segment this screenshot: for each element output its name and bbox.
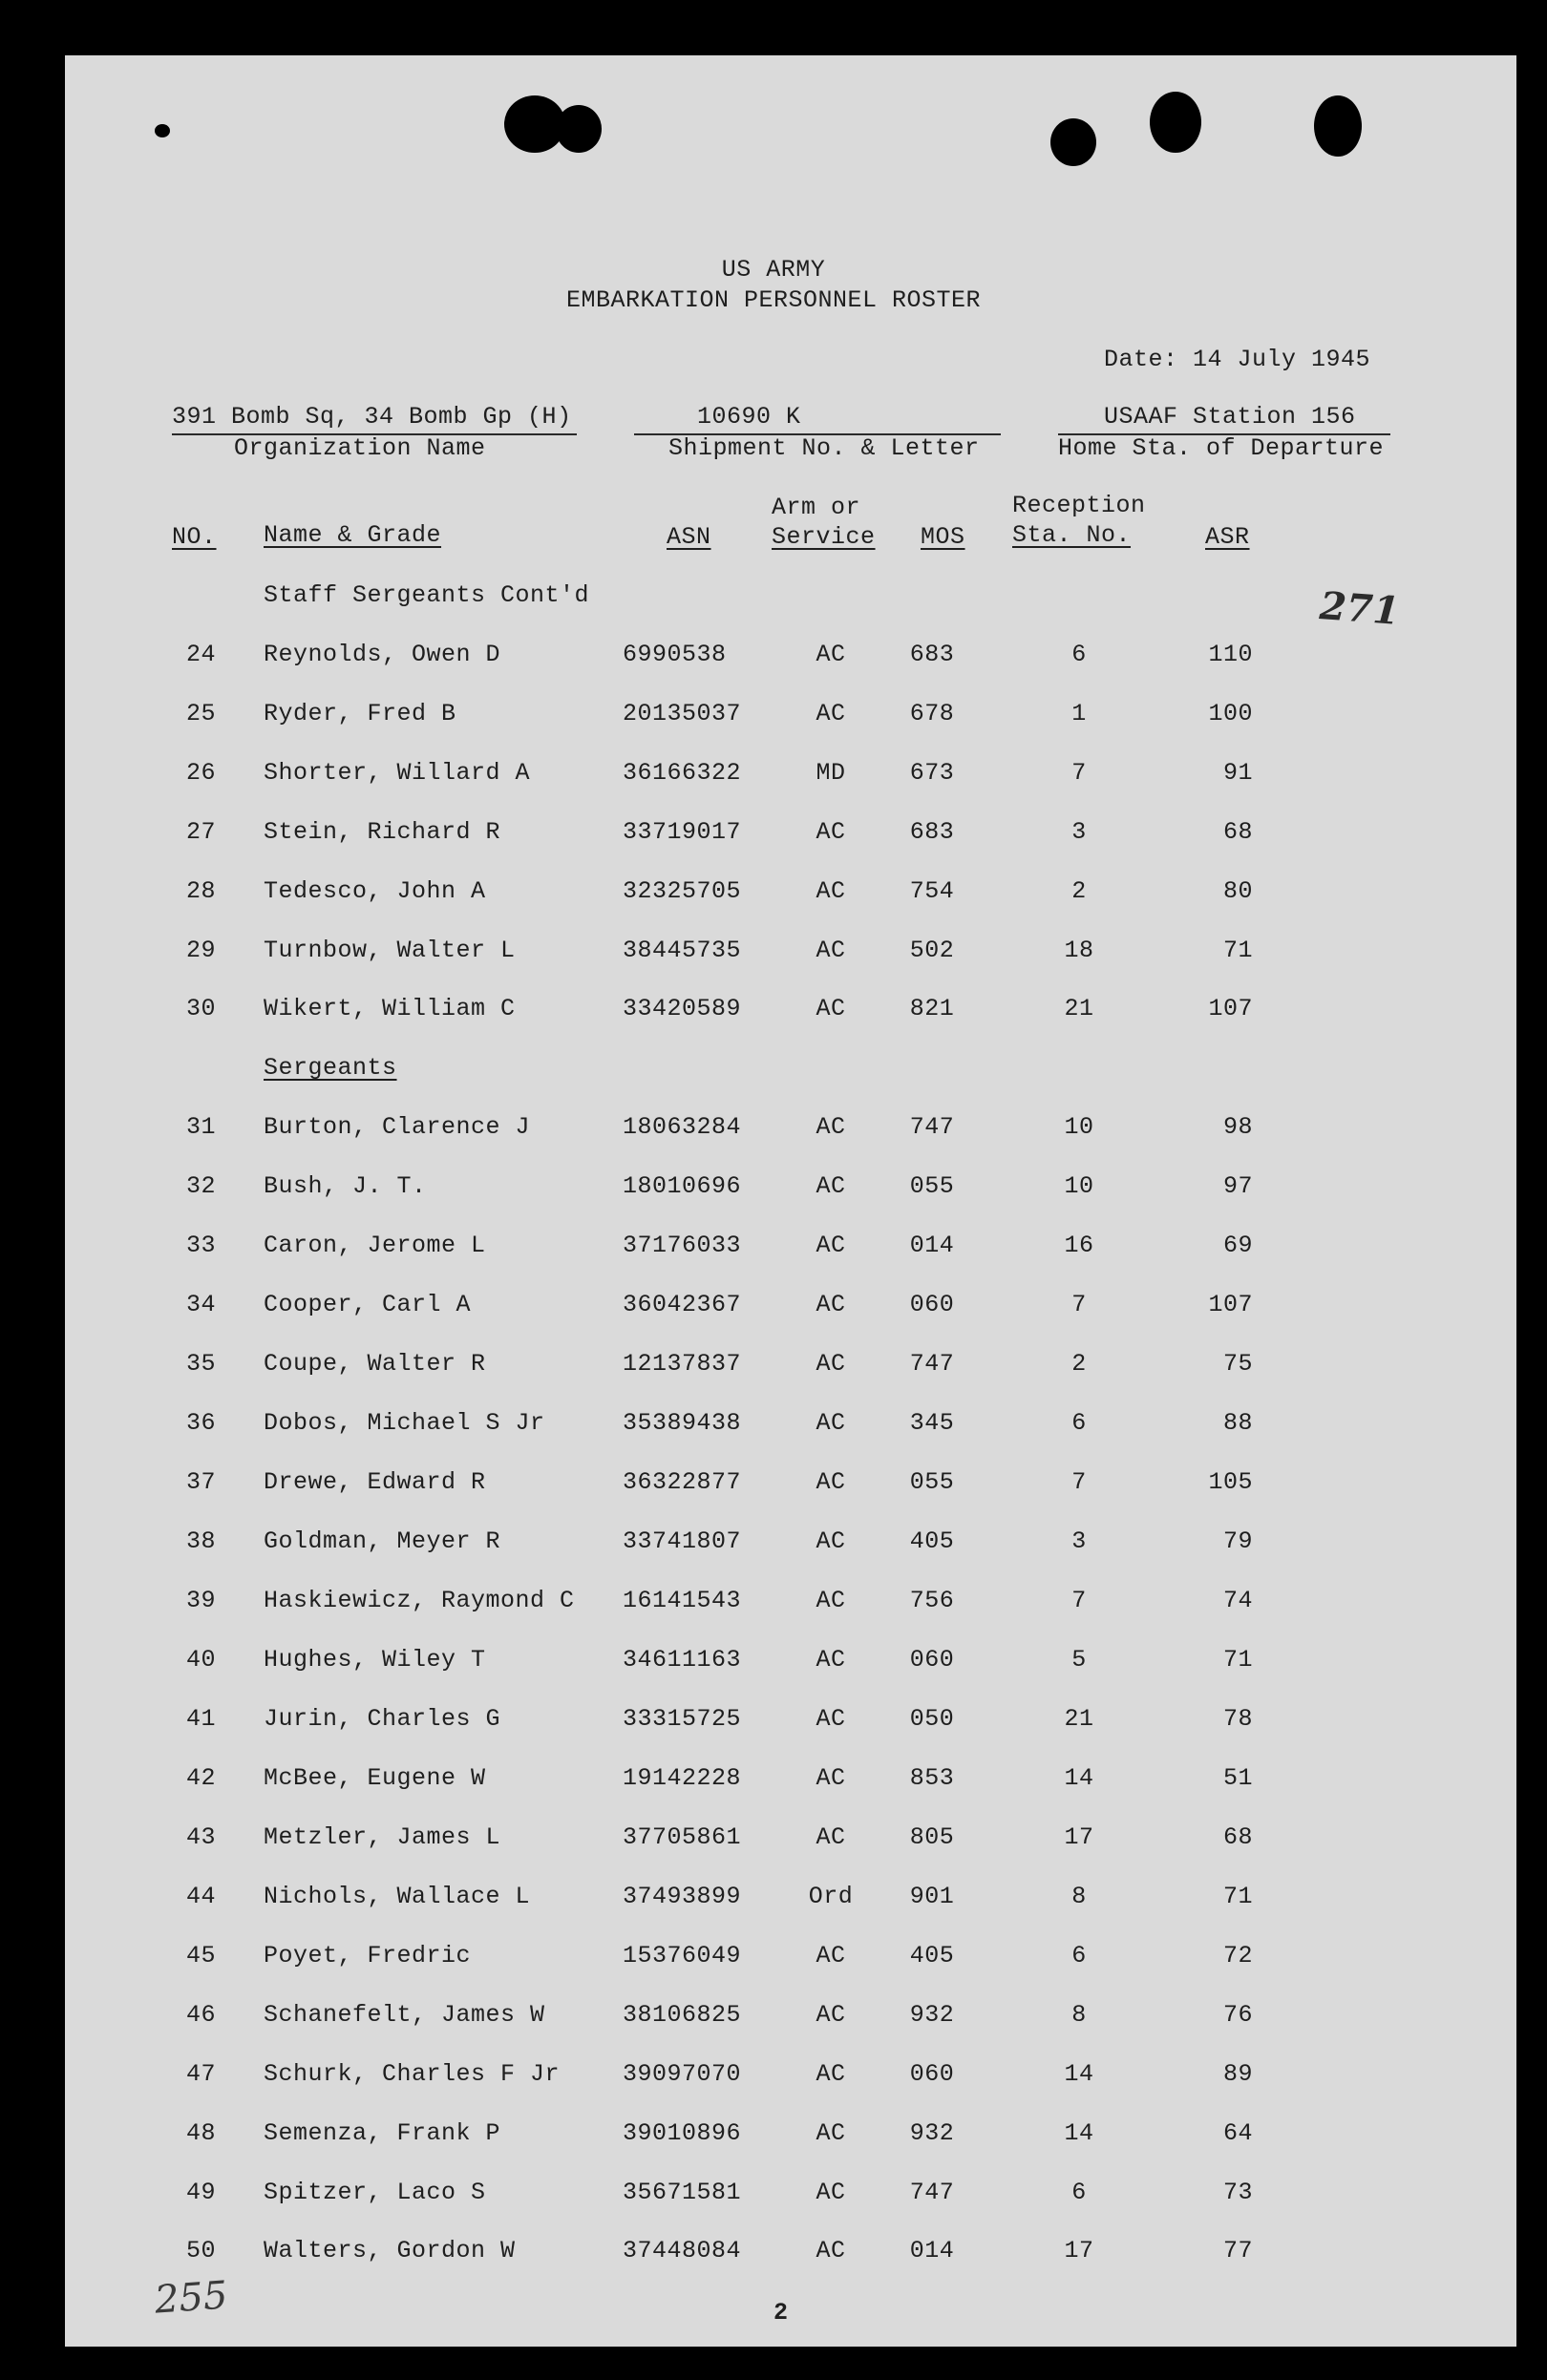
cell-no: 42: [185, 1764, 216, 1792]
cell-arm: AC: [816, 995, 846, 1022]
cell-arm: AC: [816, 2001, 846, 2029]
cell-asr: 107: [1208, 995, 1253, 1022]
cell-asr: 69: [1222, 1232, 1253, 1259]
cell-mos: 932: [909, 2119, 955, 2147]
cell-mos: 405: [909, 1942, 955, 1969]
cell-reception: 21: [1064, 995, 1094, 1022]
cell-arm: AC: [816, 1113, 846, 1141]
cell-mos: 805: [909, 1823, 955, 1851]
cell-no: 39: [185, 1587, 216, 1614]
table-row: [0, 759, 1547, 797]
cell-asn: 37705861: [623, 1823, 742, 1851]
column-header-arm-line1: Arm or: [772, 494, 861, 521]
cell-asn: 38106825: [623, 2001, 742, 2029]
cell-no: 24: [185, 641, 216, 668]
cell-asn: 37448084: [623, 2237, 742, 2264]
cell-asr: 88: [1222, 1409, 1253, 1437]
cell-reception: 6: [1071, 2179, 1087, 2206]
cell-no: 43: [185, 1823, 216, 1851]
punch-hole-mark: [155, 124, 170, 137]
cell-no: 29: [185, 937, 216, 964]
table-row: [0, 1942, 1547, 1980]
cell-arm: AC: [816, 877, 846, 905]
cell-no: 41: [185, 1705, 216, 1733]
cell-name: Walters, Gordon W: [264, 2237, 516, 2264]
cell-arm: AC: [816, 1409, 846, 1437]
cell-mos: 405: [909, 1527, 955, 1555]
cell-no: 44: [185, 1883, 216, 1910]
cell-no: 28: [185, 877, 216, 905]
cell-asr: 79: [1222, 1527, 1253, 1555]
table-row: [0, 1764, 1547, 1802]
cell-asn: 18010696: [623, 1172, 742, 1200]
cell-asn: 38445735: [623, 937, 742, 964]
cell-asr: 64: [1222, 2119, 1253, 2147]
cell-asn: 33315725: [623, 1705, 742, 1733]
table-row: [0, 1232, 1547, 1270]
table-row: [0, 641, 1547, 679]
cell-name: Coupe, Walter R: [264, 1350, 486, 1378]
cell-reception: 10: [1064, 1172, 1094, 1200]
cell-name: Nichols, Wallace L: [264, 1883, 531, 1910]
cell-reception: 3: [1071, 1527, 1087, 1555]
cell-reception: 6: [1071, 1942, 1087, 1969]
cell-mos: 932: [909, 2001, 955, 2029]
cell-asn: 6990538: [623, 641, 727, 668]
cell-asr: 73: [1222, 2179, 1253, 2206]
cell-name: Stein, Richard R: [264, 818, 501, 846]
cell-no: 48: [185, 2119, 216, 2147]
cell-arm: AC: [816, 1468, 846, 1496]
cell-arm: AC: [816, 1172, 846, 1200]
cell-asn: 33719017: [623, 818, 742, 846]
cell-reception: 14: [1064, 2060, 1094, 2088]
cell-no: 31: [185, 1113, 216, 1141]
cell-name: Jurin, Charles G: [264, 1705, 501, 1733]
column-header-mos: MOS: [921, 523, 965, 551]
table-row: [0, 818, 1547, 856]
cell-arm: AC: [816, 2119, 846, 2147]
table-row: [0, 2119, 1547, 2158]
table-row: [0, 937, 1547, 975]
cell-name: Burton, Clarence J: [264, 1113, 531, 1141]
cell-asr: 71: [1222, 1646, 1253, 1674]
column-header-asr: ASR: [1205, 523, 1250, 551]
cell-no: 46: [185, 2001, 216, 2029]
cell-asn: 18063284: [623, 1113, 742, 1141]
cell-arm: AC: [816, 641, 846, 668]
cell-asn: 35671581: [623, 2179, 742, 2206]
cell-asn: 16141543: [623, 1587, 742, 1614]
cell-asn: 34611163: [623, 1646, 742, 1674]
cell-asn: 12137837: [623, 1350, 742, 1378]
cell-mos: 683: [909, 641, 955, 668]
cell-mos: 055: [909, 1468, 955, 1496]
cell-no: 27: [185, 818, 216, 846]
cell-name: Cooper, Carl A: [264, 1291, 472, 1318]
table-row: [0, 1409, 1547, 1447]
cell-arm: AC: [816, 1646, 846, 1674]
cell-name: Haskiewicz, Raymond C: [264, 1587, 575, 1614]
cell-reception: 2: [1071, 877, 1087, 905]
cell-asn: 33741807: [623, 1527, 742, 1555]
cell-no: 38: [185, 1527, 216, 1555]
punch-hole: [556, 105, 602, 153]
cell-no: 25: [185, 700, 216, 727]
cell-arm: AC: [816, 1587, 846, 1614]
cell-mos: 747: [909, 1113, 955, 1141]
cell-asr: 97: [1222, 1172, 1253, 1200]
cell-arm: Ord: [808, 1883, 854, 1910]
punch-hole: [1050, 118, 1096, 166]
table-row: [0, 1705, 1547, 1743]
cell-arm: AC: [816, 1232, 846, 1259]
column-header-reception-line2: Sta. No.: [1012, 521, 1132, 549]
cell-reception: 7: [1071, 1587, 1087, 1614]
cell-no: 33: [185, 1232, 216, 1259]
table-row: [0, 700, 1547, 738]
table-row: [0, 1527, 1547, 1566]
cell-reception: 7: [1071, 759, 1087, 787]
cell-name: Bush, J. T.: [264, 1172, 427, 1200]
cell-name: Tedesco, John A: [264, 877, 486, 905]
cell-asn: 32325705: [623, 877, 742, 905]
cell-mos: 050: [909, 1705, 955, 1733]
cell-mos: 502: [909, 937, 955, 964]
cell-arm: AC: [816, 937, 846, 964]
cell-name: Hughes, Wiley T: [264, 1646, 486, 1674]
home-station-value: USAAF Station 156: [1104, 403, 1356, 431]
cell-asr: 80: [1222, 877, 1253, 905]
punch-hole: [1314, 95, 1362, 157]
column-header-reception-line1: Reception: [1012, 492, 1146, 519]
handwritten-note: 255: [153, 2273, 229, 2323]
table-row: [0, 1883, 1547, 1921]
table-row: [0, 2237, 1547, 2275]
cell-no: 37: [185, 1468, 216, 1496]
cell-asr: 105: [1208, 1468, 1253, 1496]
table-row: [0, 1350, 1547, 1388]
cell-no: 49: [185, 2179, 216, 2206]
table-row: [0, 1172, 1547, 1211]
cell-arm: AC: [816, 1291, 846, 1318]
cell-asn: 39097070: [623, 2060, 742, 2088]
roster-date: Date: 14 July 1945: [1104, 346, 1371, 373]
cell-arm: AC: [816, 1764, 846, 1792]
cell-reception: 21: [1064, 1705, 1094, 1733]
table-row: [0, 1291, 1547, 1329]
cell-asr: 75: [1222, 1350, 1253, 1378]
cell-asn: 39010896: [623, 2119, 742, 2147]
cell-asr: 98: [1222, 1113, 1253, 1141]
table-row: [0, 877, 1547, 916]
punch-hole: [1150, 92, 1201, 153]
cell-asr: 89: [1222, 2060, 1253, 2088]
cell-mos: 821: [909, 995, 955, 1022]
cell-mos: 014: [909, 2237, 955, 2264]
cell-name: Semenza, Frank P: [264, 2119, 501, 2147]
cell-asn: 33420589: [623, 995, 742, 1022]
cell-no: 45: [185, 1942, 216, 1969]
cell-asr: 68: [1222, 818, 1253, 846]
cell-no: 30: [185, 995, 216, 1022]
cell-reception: 18: [1064, 937, 1094, 964]
cell-mos: 014: [909, 1232, 955, 1259]
cell-no: 36: [185, 1409, 216, 1437]
cell-name: Dobos, Michael S Jr: [264, 1409, 545, 1437]
cell-no: 32: [185, 1172, 216, 1200]
cell-mos: 345: [909, 1409, 955, 1437]
table-row: [0, 1468, 1547, 1506]
cell-mos: 901: [909, 1883, 955, 1910]
cell-arm: AC: [816, 2237, 846, 2264]
cell-reception: 14: [1064, 2119, 1094, 2147]
column-header-no: NO.: [172, 523, 217, 551]
cell-mos: 055: [909, 1172, 955, 1200]
cell-reception: 17: [1064, 1823, 1094, 1851]
cell-name: Reynolds, Owen D: [264, 641, 501, 668]
table-row: [0, 2060, 1547, 2098]
cell-asn: 35389438: [623, 1409, 742, 1437]
cell-arm: AC: [816, 1527, 846, 1555]
cell-name: Spitzer, Laco S: [264, 2179, 486, 2206]
cell-no: 40: [185, 1646, 216, 1674]
cell-no: 35: [185, 1350, 216, 1378]
cell-asn: 20135037: [623, 700, 742, 727]
table-row: [0, 995, 1547, 1033]
cell-asr: 74: [1222, 1587, 1253, 1614]
cell-name: Shorter, Willard A: [264, 759, 531, 787]
cell-asn: 37176033: [623, 1232, 742, 1259]
cell-name: Schanefelt, James W: [264, 2001, 545, 2029]
cell-reception: 16: [1064, 1232, 1094, 1259]
cell-no: 26: [185, 759, 216, 787]
column-header-arm-line2: Service: [772, 523, 876, 551]
cell-mos: 747: [909, 2179, 955, 2206]
cell-asr: 71: [1222, 937, 1253, 964]
cell-arm: AC: [816, 1350, 846, 1378]
cell-reception: 5: [1071, 1646, 1087, 1674]
cell-arm: AC: [816, 2060, 846, 2088]
cell-asr: 100: [1208, 700, 1253, 727]
cell-name: Ryder, Fred B: [264, 700, 456, 727]
cell-reception: 10: [1064, 1113, 1094, 1141]
cell-mos: 060: [909, 2060, 955, 2088]
cell-asn: 37493899: [623, 1883, 742, 1910]
cell-asr: 76: [1222, 2001, 1253, 2029]
cell-reception: 6: [1071, 641, 1087, 668]
section-heading: Staff Sergeants Cont'd: [264, 581, 590, 609]
stamped-number: 271: [1318, 583, 1402, 634]
cell-reception: 7: [1071, 1468, 1087, 1496]
cell-no: 34: [185, 1291, 216, 1318]
cell-reception: 3: [1071, 818, 1087, 846]
cell-asr: 78: [1222, 1705, 1253, 1733]
cell-reception: 6: [1071, 1409, 1087, 1437]
section-heading: Sergeants: [264, 1054, 397, 1082]
cell-asr: 72: [1222, 1942, 1253, 1969]
cell-reception: 14: [1064, 1764, 1094, 1792]
cell-name: Drewe, Edward R: [264, 1468, 486, 1496]
cell-asr: 91: [1222, 759, 1253, 787]
table-row: [0, 2001, 1547, 2039]
table-row: [0, 1587, 1547, 1625]
organization-name-label: Organization Name: [234, 434, 486, 462]
table-row: [0, 1823, 1547, 1862]
cell-name: Goldman, Meyer R: [264, 1527, 501, 1555]
table-row: [0, 2179, 1547, 2217]
cell-no: 50: [185, 2237, 216, 2264]
cell-mos: 060: [909, 1646, 955, 1674]
cell-arm: AC: [816, 700, 846, 727]
column-header-name: Name & Grade: [264, 521, 442, 549]
shipment-number-value: 10690 K: [697, 403, 801, 431]
cell-reception: 8: [1071, 1883, 1087, 1910]
shipment-number-label: Shipment No. & Letter: [668, 434, 980, 462]
cell-asn: 36042367: [623, 1291, 742, 1318]
cell-name: Caron, Jerome L: [264, 1232, 486, 1259]
cell-mos: 853: [909, 1764, 955, 1792]
cell-asn: 36322877: [623, 1468, 742, 1496]
cell-mos: 756: [909, 1587, 955, 1614]
cell-asn: 15376049: [623, 1942, 742, 1969]
cell-asr: 68: [1222, 1823, 1253, 1851]
cell-name: McBee, Eugene W: [264, 1764, 486, 1792]
cell-asr: 71: [1222, 1883, 1253, 1910]
cell-mos: 673: [909, 759, 955, 787]
cell-name: Wikert, William C: [264, 995, 516, 1022]
cell-arm: MD: [816, 759, 846, 787]
document-title-line1: US ARMY: [721, 256, 826, 284]
cell-name: Poyet, Fredric: [264, 1942, 472, 1969]
cell-asr: 110: [1208, 641, 1253, 668]
cell-arm: AC: [816, 818, 846, 846]
cell-reception: 8: [1071, 2001, 1087, 2029]
cell-reception: 7: [1071, 1291, 1087, 1318]
cell-asr: 77: [1222, 2237, 1253, 2264]
cell-reception: 17: [1064, 2237, 1094, 2264]
cell-arm: AC: [816, 2179, 846, 2206]
cell-name: Metzler, James L: [264, 1823, 501, 1851]
home-station-label: Home Sta. of Departure: [1058, 434, 1385, 462]
cell-arm: AC: [816, 1942, 846, 1969]
cell-asr: 107: [1208, 1291, 1253, 1318]
cell-asn: 19142228: [623, 1764, 742, 1792]
cell-arm: AC: [816, 1823, 846, 1851]
table-row: [0, 1646, 1547, 1684]
cell-mos: 683: [909, 818, 955, 846]
document-title-line2: EMBARKATION PERSONNEL ROSTER: [565, 286, 982, 314]
cell-asn: 36166322: [623, 759, 742, 787]
cell-arm: AC: [816, 1705, 846, 1733]
table-row: [0, 1113, 1547, 1151]
organization-name-value: 391 Bomb Sq, 34 Bomb Gp (H): [172, 403, 572, 431]
cell-reception: 1: [1071, 700, 1087, 727]
cell-mos: 060: [909, 1291, 955, 1318]
column-header-asn: ASN: [667, 523, 711, 551]
cell-mos: 747: [909, 1350, 955, 1378]
cell-name: Turnbow, Walter L: [264, 937, 516, 964]
cell-mos: 678: [909, 700, 955, 727]
cell-asr: 51: [1222, 1764, 1253, 1792]
cell-no: 47: [185, 2060, 216, 2088]
cell-name: Schurk, Charles F Jr: [264, 2060, 561, 2088]
page-number: 2: [774, 2299, 789, 2327]
cell-reception: 2: [1071, 1350, 1087, 1378]
cell-mos: 754: [909, 877, 955, 905]
